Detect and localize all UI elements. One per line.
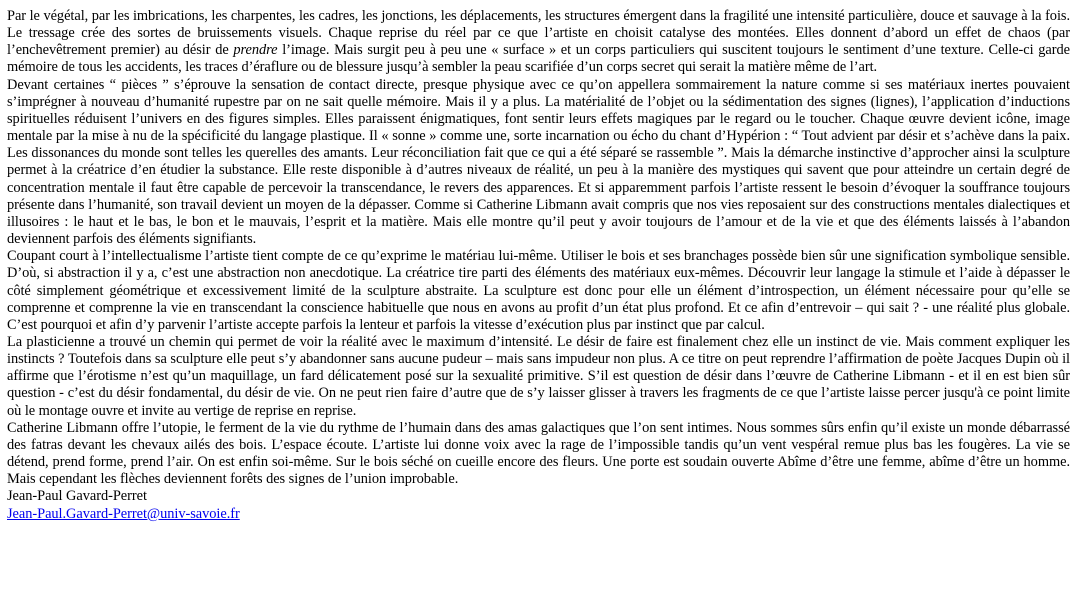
paragraph-1-text-b: l’image. Mais surgit peu à peu une « surface » et un corps particuliers qui suscitent toujours le sentiment d’une texture. Celle-ci garde mémoire de tous les accidents, les traces d’éraflure ou de blessure jusqu’à sembler la peau scarifiée d’un corps secret qui serait la matière même de l’art. xyxy=(7,42,1070,76)
paragraph-1-text-a: Par le végétal, par les imbrications, les charpentes, les cadres, les jonctions, les déplacements, les structures émergent dans la fragilité une intensité particulière, douce et sauvage à la fois. Le tressage crée des sortes de bruissements visuels. Chaque reprise du réel par ce que l’artiste en choisit catalyse des montées. Elles donnent d’abord un effet de chaos (par l’enchevêtrement premier) au désir de xyxy=(7,8,1070,59)
paragraph-1 xyxy=(7,8,1070,77)
paragraph-4: La plasticienne a trouvé un chemin qui permet de voir la réalité avec le maximum d’intensité. Le désir de faire est finalement chez elle un instinct de vie. Mais comment expliquer les instincts ? Toutefois dans sa sculpture elle peut s’y abandonner sans aucune pudeur – mais sans impudeur non plus. A ce titre on peut reprendre l’affirmation de poète Jacques Dupin où il affirme que l’érotisme n’est qu’un maquillage, un fard délicatement posé sur la sexualité primitive. S’il est question de désir dans l’œuvre de Catherine Libmann - et il en est bien sûr question - c’est du désir fondamental, du désir de vie. On ne peut rien faire d’autre que de s’y laisser glisser à travers les fragments de ce que l’artiste laisse percer jusqu'à ce point limite où le montage ouvre et invite au vertige de reprise en reprise. xyxy=(7,333,1070,419)
paragraph-3: Coupant court à l’intellectualisme l’artiste tient compte de ce qu’exprime le matériau lui-même. Utiliser le bois et ses branchages possède bien sûr une signification symbolique sensible. D’où, si abstraction il y a, c’est une abstraction non anecdotique. La créatrice tire parti des éléments des matériaux eux-mêmes. Découvrir leur langage la stimule et l’aide à dépasser le côté simplement géométrique et excessivement limité de la sculpture abstraite. La sculpture est donc pour elle un élément d’introspection, un élément nécessaire pour qu’elle se comprenne et comprenne la vie en transcendant la conscience habituelle que nous en avons au profit d’un état plus profond. Et ce afin d’entrevoir – qui sait ? - une réalité plus globale. C’est pourquoi et afin d’y parvenir l’artiste accepte parfois la lenteur et parfois la vitesse d’exécution plus par instinct que par calcul. xyxy=(7,248,1070,333)
author-email-link[interactable]: Jean-Paul.Gavard-Perret@univ-savoie.fr xyxy=(7,505,240,522)
paragraph-5: Catherine Libmann offre l’utopie, le ferment de la vie du rythme de l’humain dans des amas galactiques que l’on sent intimes. Nous sommes sûrs enfin qu’il existe un monde débarrassé des fatras devant les chevaux ailés des bois. L’espace écoute. L’artiste lui donne voix avec la rage de l’impossible tandis qu’un vent vespéral remue plus bas les fougères. La vie se détend, prend forme, prend l’air. On est enfin soi-même. Sur le bois séché on cueille encore des fleurs. Une porte est soudain ouverte Abîme d’être une femme, abîme d’être un homme. Mais cependant les flèches deviennent forêts des signes de l’union improbable. xyxy=(7,419,1070,488)
paragraph-2: Devant certaines “ pièces ” s’éprouve la sensation de contact directe, presque physique avec ce qu’on appellera sommairement la nature comme si ses matériaux inertes pouvaient s’imprégner à nouveau d’humanité rupestre par on ne sait quelle mémoire. Mais il y a plus. La matérialité de l’objet ou la sédimentation des signes (lignes), l’application d’inductions spirituelles réduisent l’univers en des figures simples. Elles paraissent énigmatiques, font sentir leurs effets magiques par le regard ou le toucher. Chaque œuvre devient icône, image mentale par la mise à nu de la spécificité du langage plastique. Il « sonne » comme une, sorte incarnation ou écho du chant d’Hypérion : “ Tout advient par désir et s’achève dans la paix. Les dissonances du monde sont telles les querelles des amants. Leur réconciliation fait que ce qui a été séparé se rassemble ”. Mais la démarche instinctive d’approcher ainsi la sculpture permet à la créatrice d’en étudier la substance. Elle reste disponible à d’autres niveaux de réalité, un peu à la manière des mystiques qui savent que pour atteindre un certain degré de concentration mentale il faut être capable de percevoir la transcendance, le revers des apparences. Et si apparemment parfois l’artiste ressent le besoin d’évoquer la souffrance toujours présente dans l’humanité, son travail devient un moyen de la dépasser. Comme si Catherine Libmann avait compris que nos vies reposaient sur des constructions mentales dialectiques et illusoires : le haut et le bas, le bon et le mauvais, l’esprit et la matière. Mais elle montre qu’il peut y avoir toujours de l’amour et de la vie et que des éléments laissés à l’abandon deviennent parfois des éléments signifiants. xyxy=(7,76,1070,248)
paragraph-1-emphasis: prendre xyxy=(233,42,278,59)
author-name: Jean-Paul Gavard-Perret xyxy=(7,488,147,505)
